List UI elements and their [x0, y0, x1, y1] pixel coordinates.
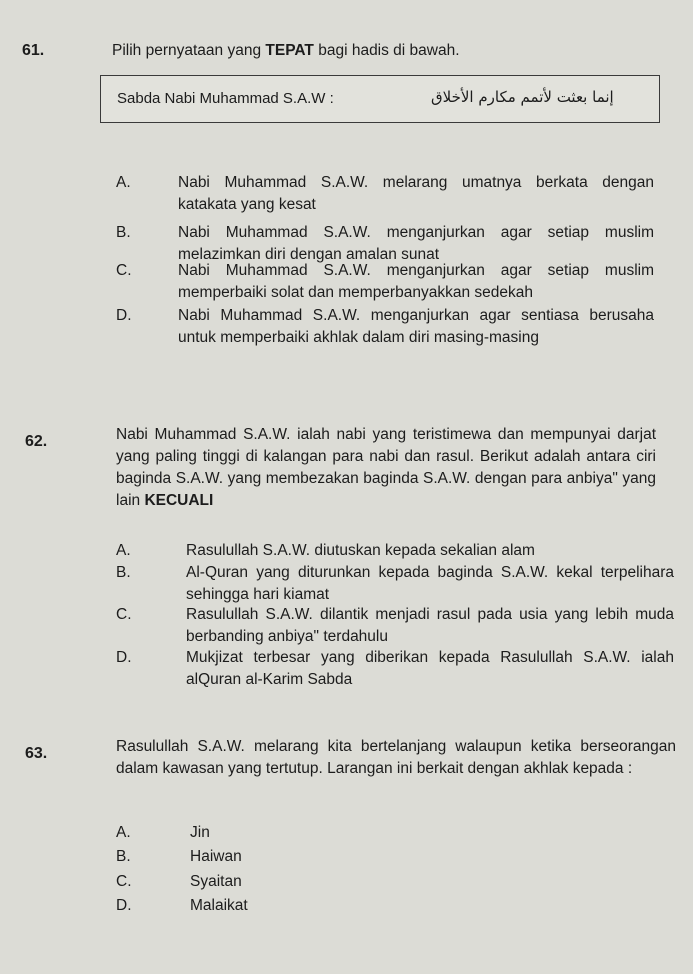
q62-option-a-text: Rasulullah S.A.W. diutuskan kepada sekalian alam — [186, 542, 535, 559]
q62-option-d-text: Mukjizat terbesar yang diberikan kepada Rasulullah S.A.W. ialah alQuran al-Karim Sabda — [186, 649, 674, 688]
q61-option-a-text: Nabi Muhammad S.A.W. melarang umatnya berkata dengan katakata yang kesat — [178, 174, 654, 213]
q62-option-b-text: Al-Quran yang diturunkan kepada baginda S.A.W. kekal terpelihara sehingga hari kiamat — [186, 564, 674, 603]
q63-option-a-text: Jin — [190, 824, 210, 841]
q61-option-d-letter: D. — [116, 307, 132, 324]
question-63-number: 63. — [25, 745, 48, 762]
q61-option-c-text: Nabi Muhammad S.A.W. menganjurkan agar setiap muslim memperbaiki solat dan memperbanyakkan sedekah — [178, 262, 654, 301]
question-62-stem — [116, 424, 656, 512]
question-61-number: 61. — [22, 42, 45, 59]
q63-option-d-letter: D. — [116, 897, 132, 914]
hadith-label: Sabda Nabi Muhammad S.A.W : — [117, 90, 334, 107]
q61-option-d-text: Nabi Muhammad S.A.W. menganjurkan agar sentiasa berusaha untuk memperbaiki akhlak dalam diri masing-masing — [178, 307, 654, 346]
question-61-stem — [112, 40, 632, 62]
q63-option-b-text: Haiwan — [190, 848, 242, 865]
q63-option-d-text: Malaikat — [190, 897, 248, 914]
q61-option-b-text: Nabi Muhammad S.A.W. menganjurkan agar setiap muslim melazimkan diri dengan amalan sunat — [178, 224, 654, 263]
q63-option-c-text: Syaitan — [190, 873, 242, 890]
q61-option-b-letter: B. — [116, 224, 131, 241]
question-62-stem-bold: KECUALI — [144, 492, 214, 509]
q61-option-c-letter: C. — [116, 262, 132, 279]
question-62-number: 62. — [25, 433, 48, 450]
hadith-arabic-text: إنما بعثت لأتمم مكارم الأخلاق — [431, 88, 614, 106]
question-61-stem-end: bagi hadis di bawah. — [313, 42, 460, 59]
question-62-stem-start: Nabi Muhammad S.A.W. ialah nabi yang teristimewa dan mempunyai darjat yang paling tinggi di kalangan para nabi dan rasul. Berikut adalah antara ciri baginda S.A.W. yang membezakan baginda S.A.W. dengan para anbiya" yang lain — [116, 426, 656, 509]
q61-option-a-letter: A. — [116, 174, 131, 191]
question-61-stem-start: Pilih pernyataan yang — [112, 42, 266, 59]
q62-option-c-letter: C. — [116, 606, 132, 623]
q63-option-c-letter: C. — [116, 873, 132, 890]
question-63-stem: Rasulullah S.A.W. melarang kita bertelanjang walaupun ketika berseorangan dalam kawasan yang tertutup. Larangan ini berkait dengan akhlak kepada : — [116, 738, 676, 777]
question-61-stem-bold: TEPAT — [265, 42, 314, 59]
q62-option-c-text: Rasulullah S.A.W. dilantik menjadi rasul pada usia yang lebih muda berbanding anbiya" terdahulu — [186, 606, 674, 645]
q63-option-a-letter: A. — [116, 824, 131, 841]
q62-option-b-letter: B. — [116, 564, 131, 581]
hadith-box — [100, 75, 660, 123]
q62-option-a-letter: A. — [116, 542, 131, 559]
q62-option-d-letter: D. — [116, 649, 132, 666]
q63-option-b-letter: B. — [116, 848, 131, 865]
